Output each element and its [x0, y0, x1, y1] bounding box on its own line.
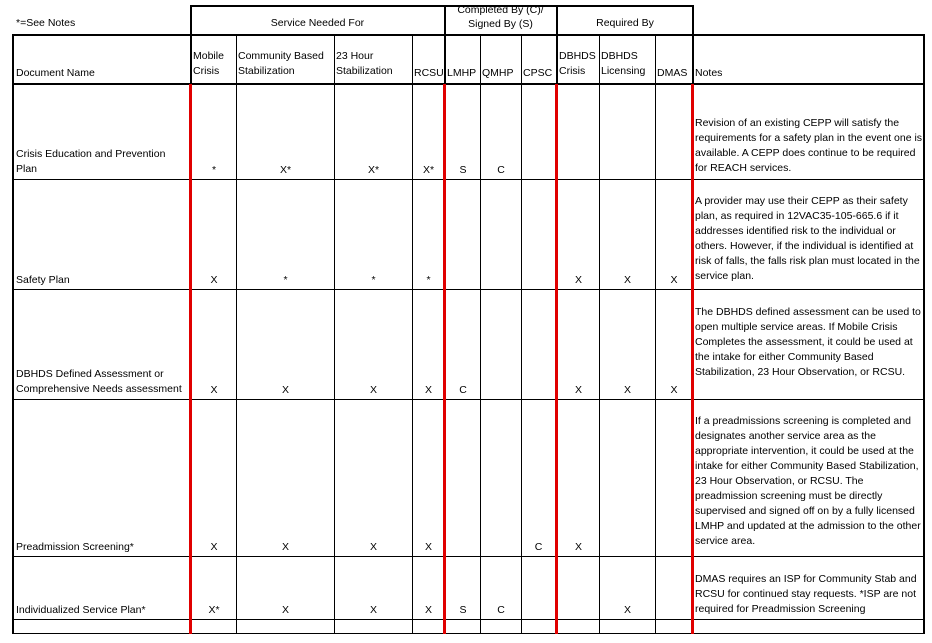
grid-top-line: [190, 5, 694, 7]
row-4-cpsc: C: [534, 541, 543, 553]
row-3-licensing: X: [623, 384, 631, 396]
row-5-document-name: Individualized Service Plan*: [16, 604, 146, 616]
col-dbhds-licensing: DBHDS Licensing: [601, 50, 646, 77]
grid-col-line: [556, 5, 558, 84]
row-1-lmhp: S: [459, 164, 467, 176]
grid-col-line: [190, 5, 192, 84]
row-1-23hour: X*: [367, 164, 380, 176]
grid-red-divider: [189, 84, 192, 634]
grid-col-line: [480, 35, 481, 634]
grid-col-line: [236, 35, 237, 634]
col-notes: Notes: [695, 67, 723, 79]
col-dmas: DMAS: [657, 67, 688, 79]
col-cpsc: CPSC: [523, 67, 553, 79]
row-5-notes: DMAS requires an ISP for Community Stab and RCSU for continued stay requests. *ISP are not required for Preadmission Screening: [695, 573, 917, 615]
row-3-rcsu: X: [424, 384, 432, 396]
row-2-crisis: X: [574, 274, 582, 286]
row-2-document-name: Safety Plan: [16, 274, 70, 286]
grid-red-divider: [555, 84, 558, 634]
col-rcsu: RCSU: [414, 67, 444, 79]
grid-col-line: [12, 34, 14, 634]
row-3-23hour: X: [369, 384, 377, 396]
row-3-community: X: [281, 384, 289, 396]
row-2-mobile: X: [210, 274, 218, 286]
row-4-notes: If a preadmissions screening is completed and designates another service area as the appropriate intervention, it could be used at the intake for either Community Based Stabilization, 23 Hour Observation, or RCSU. The preadmission screening must be directly supervised and signed off on by a fully licensed LMHP and updated at the admission to the other service area.: [695, 415, 921, 547]
row-4-mobile: X: [210, 541, 218, 553]
row-2-licensing: X: [623, 274, 631, 286]
row-2-community: *: [283, 274, 288, 286]
row-5-23hour: X: [369, 604, 377, 616]
row-5-qmhp: C: [497, 604, 505, 616]
col-community-based: Community Based Stabilization: [238, 50, 324, 77]
row-4-community: X: [281, 541, 289, 553]
grid-col-line: [923, 34, 925, 634]
grid-header-top-line: [12, 34, 924, 36]
col-qmhp: QMHP: [482, 67, 514, 79]
row-2-dmas: X: [670, 274, 678, 286]
row-3-dmas: X: [670, 384, 678, 396]
group-required-by: Required By: [596, 17, 654, 29]
col-23-hour: 23 Hour Stabilization: [336, 50, 393, 77]
grid-red-divider: [691, 84, 694, 634]
grid-bottom-line: [12, 633, 924, 634]
see-notes-legend: *=See Notes: [16, 17, 76, 29]
grid-col-line: [655, 35, 656, 634]
row-2-notes: A provider may use their CEPP as their safety plan, as required in 12VAC35-105-665.6 if it addresses identified risk to the individual or others. However, if the individual is identified at risk of falls, the falls risk plan must located in the service plan.: [695, 195, 920, 282]
group-service-needed-for: Service Needed For: [270, 17, 365, 29]
grid-col-line: [599, 35, 600, 634]
row-2-rcsu: *: [426, 274, 431, 286]
grid-row-line: [12, 399, 924, 400]
row-1-notes: Revision of an existing CEPP will satisfy the requirements for a safety plan in the event one is available. A CEPP does continue to be required for REACH services.: [695, 117, 923, 174]
row-4-23hour: X: [369, 541, 377, 553]
col-mobile-crisis: Mobile Crisis: [193, 50, 224, 77]
row-5-mobile: X*: [208, 604, 220, 616]
row-5-rcsu: X: [424, 604, 432, 616]
grid-row-line: [12, 619, 924, 620]
row-1-community: X*: [279, 164, 292, 176]
grid-header-bottom-line: [12, 83, 924, 85]
row-1-mobile: *: [211, 164, 217, 176]
group-completed-by: Completed By (C)/ Signed By (S): [457, 4, 544, 30]
row-1-rcsu: X*: [422, 164, 435, 176]
row-4-rcsu: X: [424, 541, 432, 553]
grid-col-line: [692, 5, 694, 84]
row-3-notes: The DBHDS defined assessment can be used to open multiple service areas. If Mobile Crisis Completes the assessment, it could be used at the intake for either Community Based Stabilization, 23 Hour Observation, or RCSU.: [695, 306, 921, 378]
row-3-lmhp: C: [459, 384, 467, 396]
row-5-community: X: [281, 604, 289, 616]
row-4-document-name: Preadmission Screening*: [16, 541, 134, 553]
row-3-mobile: X: [210, 384, 218, 396]
grid-col-line: [412, 35, 413, 634]
grid-col-line: [444, 5, 446, 84]
grid-red-divider: [443, 84, 446, 634]
row-3-crisis: X: [574, 384, 582, 396]
row-3-document-name: DBHDS Defined Assessment or Comprehensive Needs assessment: [16, 368, 182, 395]
row-5-lmhp: S: [459, 604, 467, 616]
col-dbhds-crisis: DBHDS Crisis: [559, 50, 596, 77]
row-1-qmhp: C: [497, 164, 505, 176]
row-5-licensing: X: [623, 604, 631, 616]
grid-row-line: [12, 289, 924, 290]
row-1-document-name: Crisis Education and Prevention Plan: [16, 148, 166, 175]
col-lmhp: LMHP: [447, 67, 477, 79]
row-4-crisis: X: [574, 541, 582, 553]
col-document-name: Document Name: [16, 67, 95, 79]
grid-row-line: [12, 556, 924, 557]
grid-col-line: [334, 35, 335, 634]
grid-row-line: [12, 179, 924, 180]
grid-col-line: [521, 35, 522, 634]
row-2-23hour: *: [371, 274, 376, 286]
